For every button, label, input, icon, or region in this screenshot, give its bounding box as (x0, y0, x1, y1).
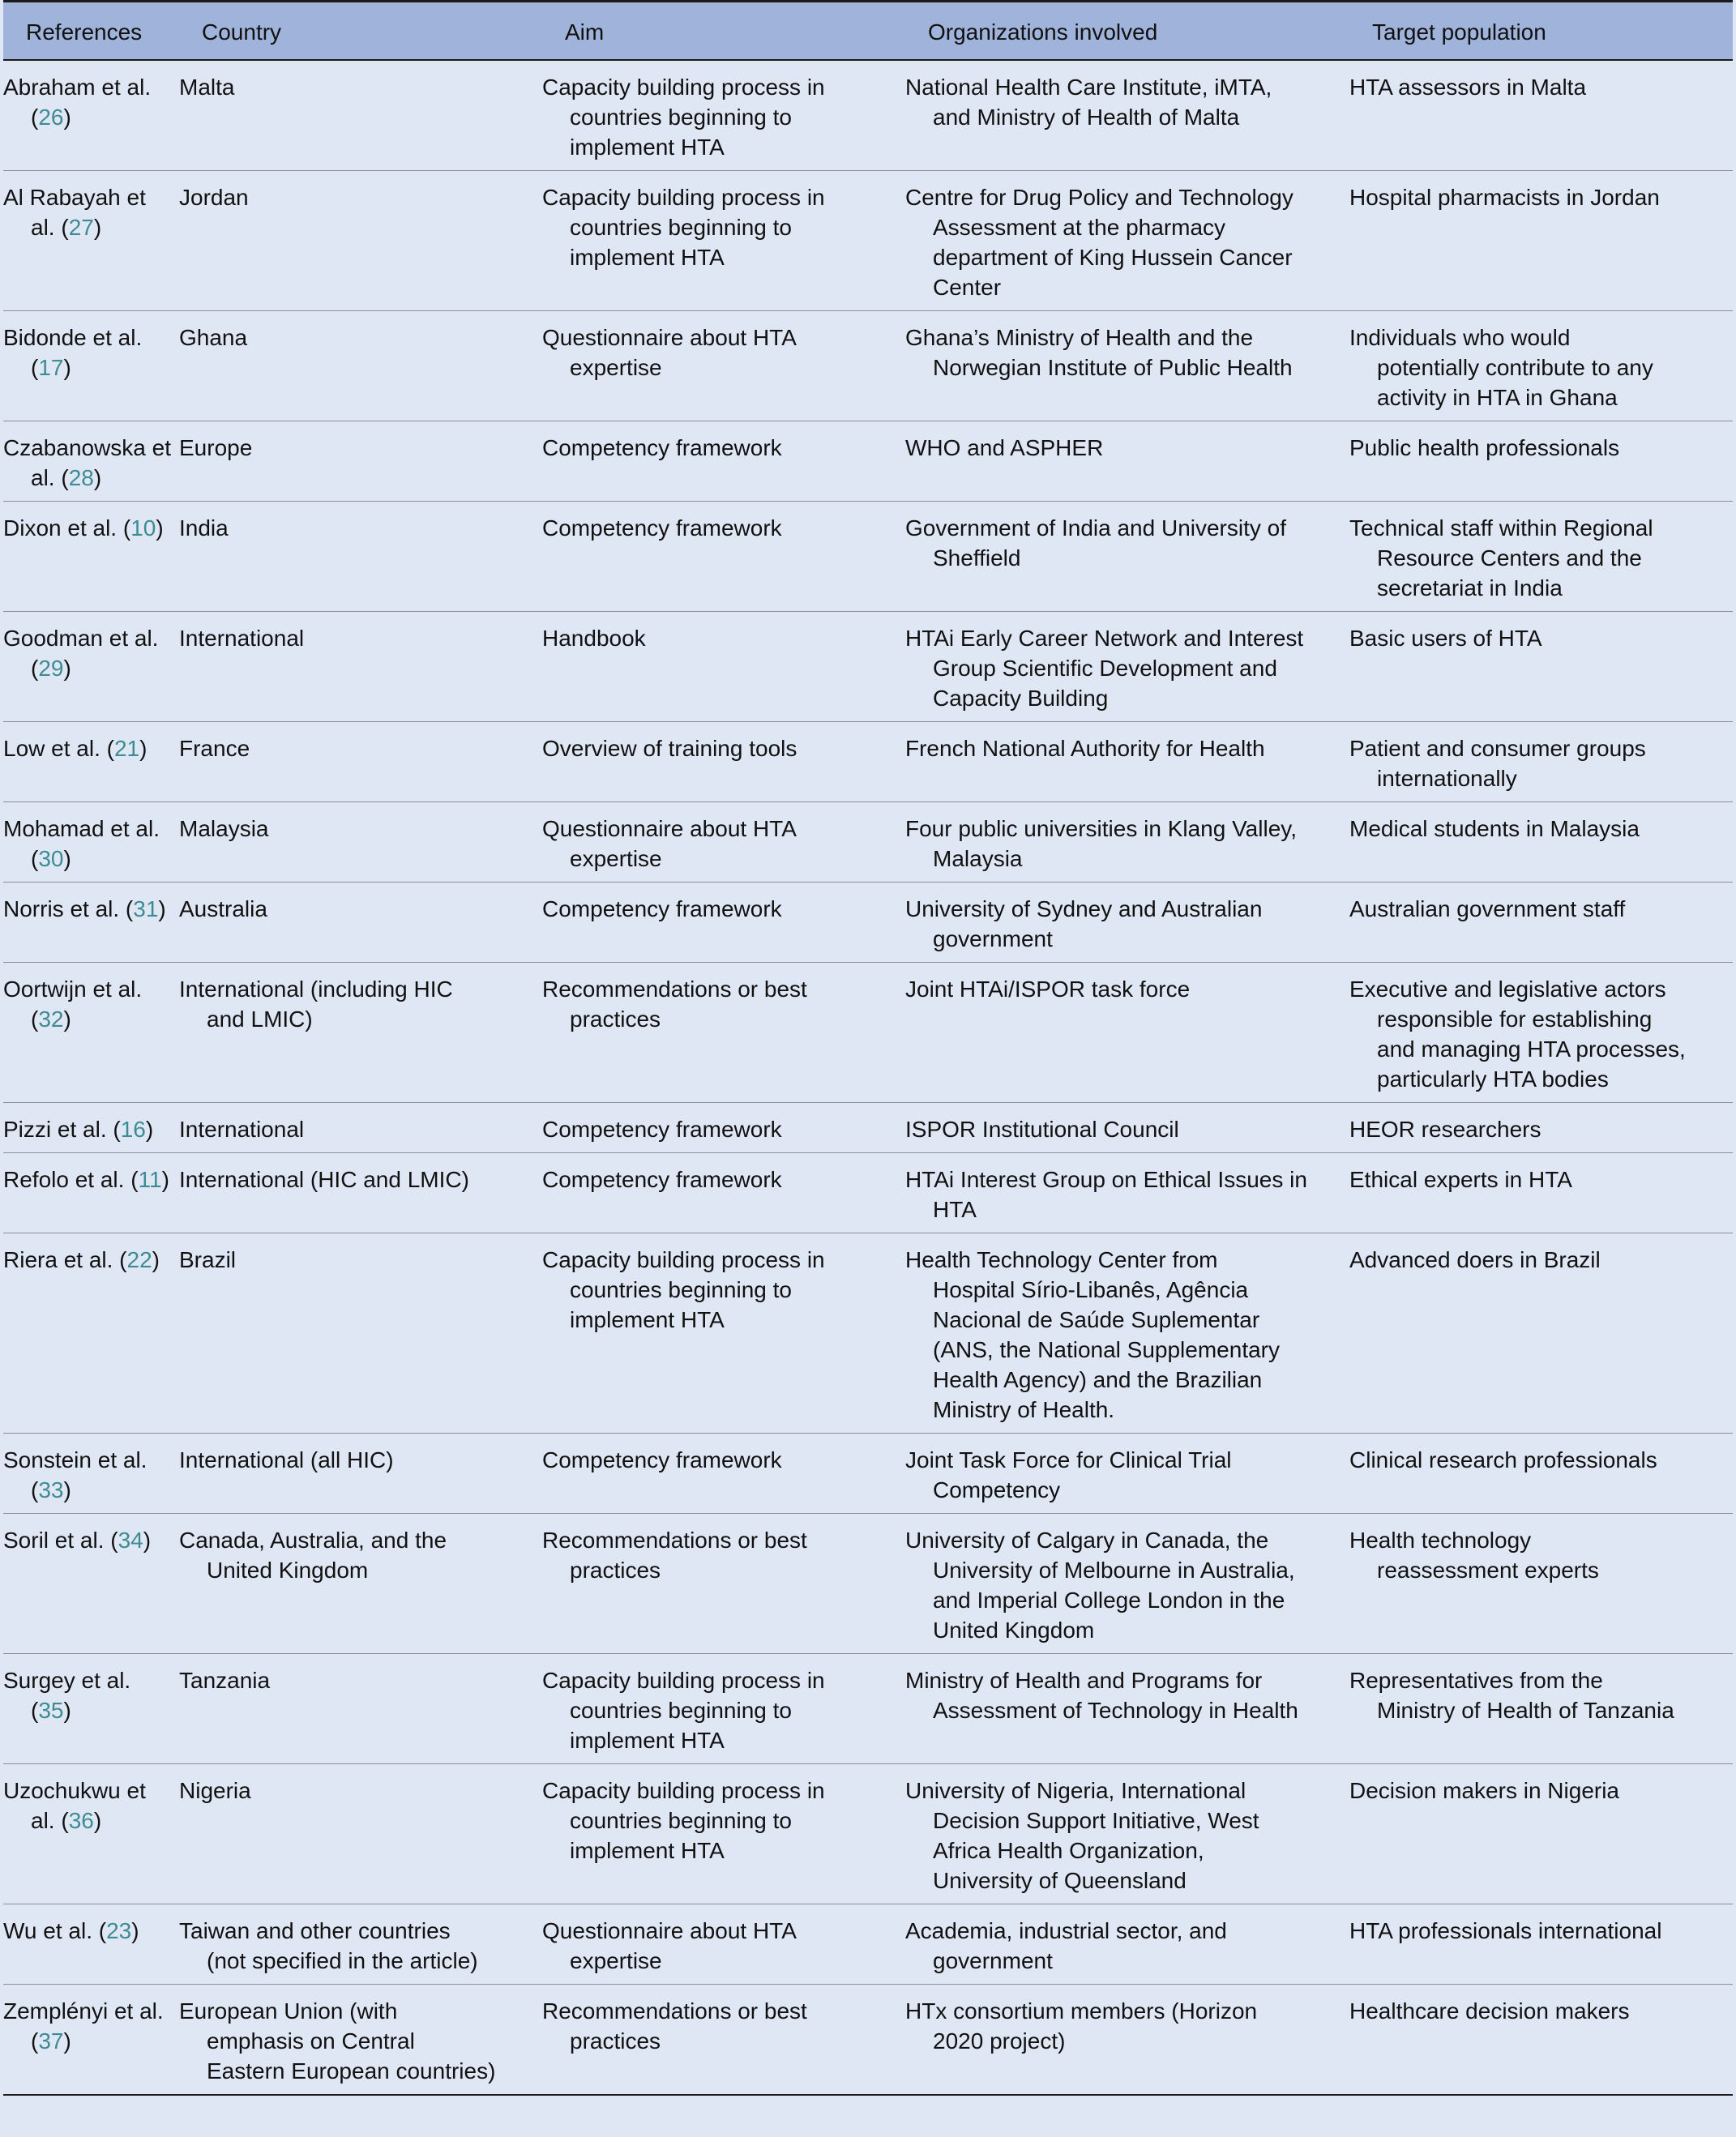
reference-author: Bidonde et al. (3, 325, 143, 350)
table-row (3, 60, 1733, 171)
citation-link[interactable]: 26 (38, 105, 64, 130)
reference-author: Wu et al. (3, 1918, 92, 1943)
cell-target-population: Healthcare decision makers (1349, 1985, 1733, 2096)
cell-country: International (all HIC) (179, 1434, 542, 1514)
cell-target-population: Ethical experts in HTA (1349, 1153, 1733, 1233)
citation-link[interactable]: 21 (113, 736, 140, 761)
cell-country: Tanzania (179, 1654, 542, 1764)
citation-link[interactable]: 17 (38, 355, 64, 380)
references-table (3, 0, 1733, 2096)
table-row (3, 1103, 1733, 1153)
cell-aim: Handbook (542, 612, 905, 722)
reference-author: Riera et al. (3, 1247, 113, 1272)
cell-organizations: HTx consortium members (Horizon 2020 project) (905, 1985, 1349, 2096)
header-organizations: Organizations involved (905, 2, 1349, 61)
reference-author: Dixon et al. (3, 515, 118, 541)
cell-organizations: Centre for Drug Policy and Technology Assessment at the pharmacy department of King Hussein Cancer Center (905, 171, 1349, 311)
cell-organizations: University of Calgary in Canada, the University of Melbourne in Australia, and Imperial College London in the United Kingdom (905, 1514, 1349, 1654)
cell-reference: Surgey et al. (35) (3, 1654, 179, 1764)
cell-reference: Uzochukwu et al. (36) (3, 1764, 179, 1904)
reference-author: Soril et al. (3, 1528, 105, 1553)
cell-target-population: Health technology reassessment experts (1349, 1514, 1733, 1654)
reference-author: Al Rabayah et al. (3, 185, 146, 240)
cell-organizations: Joint Task Force for Clinical Trial Competency (905, 1434, 1349, 1514)
header-references: References (3, 2, 179, 61)
cell-target-population: Technical staff within Regional Resource Centers and the secretariat in India (1349, 502, 1733, 612)
cell-organizations: ISPOR Institutional Council (905, 1103, 1349, 1153)
cell-organizations: University of Sydney and Australian government (905, 883, 1349, 963)
cell-target-population: Patient and consumer groups internationally (1349, 722, 1733, 802)
cell-target-population: Medical students in Malaysia (1349, 802, 1733, 883)
cell-country: Nigeria (179, 1764, 542, 1904)
cell-aim: Questionnaire about HTA expertise (542, 802, 905, 883)
cell-target-population: HTA professionals international (1349, 1904, 1733, 1985)
cell-country: Malta (179, 60, 542, 171)
reference-author: Refolo et al. (3, 1167, 125, 1192)
table-row (3, 1153, 1733, 1233)
table-row (3, 311, 1733, 421)
cell-target-population: Executive and legislative actors responsible for establishing and managing HTA processes, particularly HTA bodies (1349, 963, 1733, 1103)
cell-aim: Competency framework (542, 1103, 905, 1153)
cell-organizations: Ministry of Health and Programs for Assessment of Technology in Health (905, 1654, 1349, 1764)
cell-aim: Recommendations or best practices (542, 963, 905, 1103)
cell-organizations: HTAi Early Career Network and Interest Group Scientific Development and Capacity Building (905, 612, 1349, 722)
cell-country: France (179, 722, 542, 802)
cell-organizations: Joint HTAi/ISPOR task force (905, 963, 1349, 1103)
cell-organizations: Academia, industrial sector, and government (905, 1904, 1349, 1985)
reference-author: Mohamad et al. (3, 816, 160, 841)
cell-country: Malaysia (179, 802, 542, 883)
cell-target-population: Public health professionals (1349, 421, 1733, 502)
cell-aim: Questionnaire about HTA expertise (542, 1904, 905, 1985)
table-row (3, 802, 1733, 883)
reference-author: Oortwijn et al. (3, 977, 143, 1002)
cell-country: Brazil (179, 1233, 542, 1434)
cell-target-population: Decision makers in Nigeria (1349, 1764, 1733, 1904)
table-row (3, 963, 1733, 1103)
cell-country: International (including HIC and LMIC) (179, 963, 542, 1103)
citation-link[interactable]: 33 (38, 1477, 64, 1502)
cell-target-population: HTA assessors in Malta (1349, 60, 1733, 171)
table-row (3, 1764, 1733, 1904)
table-body (3, 60, 1733, 2095)
citation-link[interactable]: 34 (118, 1528, 143, 1553)
citation-link[interactable]: 16 (120, 1117, 146, 1142)
citation-link[interactable]: 31 (133, 896, 159, 921)
cell-organizations: Government of India and University of Sheffield (905, 502, 1349, 612)
table-row (3, 1233, 1733, 1434)
cell-target-population: Hospital pharmacists in Jordan (1349, 171, 1733, 311)
table-header (3, 2, 1733, 61)
citation-link[interactable]: 27 (68, 215, 94, 240)
cell-country: Ghana (179, 311, 542, 421)
cell-reference: Sonstein et al. (33) (3, 1434, 179, 1514)
citation-link[interactable]: 28 (68, 465, 94, 490)
cell-organizations: Health Technology Center from Hospital Sírio-Libanês, Agência Nacional de Saúde Suplementar (ANS, the National Supplementary Health Agency) and the Brazilian Ministry of Health. (905, 1233, 1349, 1434)
cell-reference: Wu et al. (23) (3, 1904, 179, 1985)
cell-aim: Competency framework (542, 1153, 905, 1233)
cell-target-population: HEOR researchers (1349, 1103, 1733, 1153)
cell-aim: Recommendations or best practices (542, 1985, 905, 2096)
header-country: Country (179, 2, 542, 61)
cell-reference: Mohamad et al. (30) (3, 802, 179, 883)
reference-author: Sonstein et al. (3, 1447, 148, 1472)
reference-author: Low et al. (3, 736, 100, 761)
table-row (3, 883, 1733, 963)
cell-organizations: French National Authority for Health (905, 722, 1349, 802)
table-row (3, 421, 1733, 502)
table-row (3, 502, 1733, 612)
table-row (3, 1434, 1733, 1514)
cell-organizations: Four public universities in Klang Valley, Malaysia (905, 802, 1349, 883)
cell-target-population: Basic users of HTA (1349, 612, 1733, 722)
cell-target-population: Representatives from the Ministry of Health of Tanzania (1349, 1654, 1733, 1764)
cell-country: India (179, 502, 542, 612)
citation-link[interactable]: 23 (106, 1918, 132, 1943)
cell-aim: Capacity building process in countries beginning to implement HTA (542, 171, 905, 311)
cell-reference: Al Rabayah et al. (27) (3, 171, 179, 311)
cell-organizations: WHO and ASPHER (905, 421, 1349, 502)
cell-reference: Abraham et al. (26) (3, 60, 179, 171)
citation-link[interactable]: 29 (38, 656, 64, 681)
cell-target-population: Clinical research professionals (1349, 1434, 1733, 1514)
cell-country: Jordan (179, 171, 542, 311)
cell-aim: Competency framework (542, 883, 905, 963)
reference-author: Uzochukwu et al. (3, 1778, 146, 1833)
header-target-population: Target population (1349, 2, 1733, 61)
reference-author: Zemplényi et al. (3, 1998, 164, 2024)
table-row (3, 1654, 1733, 1764)
cell-reference: Zemplényi et al. (37) (3, 1985, 179, 2096)
cell-country: Taiwan and other countries (not specified in the article) (179, 1904, 542, 1985)
cell-country: International (HIC and LMIC) (179, 1153, 542, 1233)
cell-country: European Union (with emphasis on Central Eastern European countries) (179, 1985, 542, 2096)
citation-link[interactable]: 30 (38, 846, 64, 871)
reference-author: Abraham et al. (3, 75, 152, 100)
reference-author: Pizzi et al. (3, 1117, 107, 1142)
cell-target-population: Advanced doers in Brazil (1349, 1233, 1733, 1434)
cell-reference: Refolo et al. (11) (3, 1153, 179, 1233)
table-row (3, 1514, 1733, 1654)
citation-link[interactable]: 32 (38, 1007, 64, 1032)
cell-organizations: HTAi Interest Group on Ethical Issues in HTA (905, 1153, 1349, 1233)
reference-author: Surgey et al. (3, 1668, 131, 1693)
cell-aim: Competency framework (542, 502, 905, 612)
table-row (3, 1985, 1733, 2096)
citation-link[interactable]: 37 (38, 2028, 64, 2054)
cell-country: Australia (179, 883, 542, 963)
reference-author: Norris et al. (3, 896, 120, 921)
cell-reference: Riera et al. (22) (3, 1233, 179, 1434)
cell-country: Canada, Australia, and the United Kingdom (179, 1514, 542, 1654)
cell-reference: Dixon et al. (10) (3, 502, 179, 612)
cell-reference: Soril et al. (34) (3, 1514, 179, 1654)
table-row (3, 722, 1733, 802)
cell-aim: Competency framework (542, 1434, 905, 1514)
reference-author: Goodman et al. (3, 626, 159, 651)
cell-country: International (179, 612, 542, 722)
citation-link[interactable]: 35 (38, 1698, 64, 1723)
cell-organizations: Ghana’s Ministry of Health and the Norwegian Institute of Public Health (905, 311, 1349, 421)
cell-target-population: Individuals who would potentially contribute to any activity in HTA in Ghana (1349, 311, 1733, 421)
cell-country: Europe (179, 421, 542, 502)
citation-link[interactable]: 36 (68, 1808, 94, 1833)
cell-aim: Capacity building process in countries beginning to implement HTA (542, 60, 905, 171)
cell-target-population: Australian government staff (1349, 883, 1733, 963)
cell-reference: Bidonde et al. (17) (3, 311, 179, 421)
table-row (3, 612, 1733, 722)
cell-aim: Recommendations or best practices (542, 1514, 905, 1654)
cell-aim: Capacity building process in countries beginning to implement HTA (542, 1764, 905, 1904)
cell-aim: Competency framework (542, 421, 905, 502)
table-row (3, 1904, 1733, 1985)
cell-reference: Czabanowska et al. (28) (3, 421, 179, 502)
cell-country: International (179, 1103, 542, 1153)
citation-link[interactable]: 11 (138, 1167, 162, 1192)
cell-reference: Low et al. (21) (3, 722, 179, 802)
citation-link[interactable]: 22 (126, 1247, 152, 1272)
cell-aim: Capacity building process in countries beginning to implement HTA (542, 1233, 905, 1434)
header-aim: Aim (542, 2, 905, 61)
cell-reference: Norris et al. (31) (3, 883, 179, 963)
cell-aim: Questionnaire about HTA expertise (542, 311, 905, 421)
cell-aim: Overview of training tools (542, 722, 905, 802)
header-row (3, 2, 1733, 61)
cell-aim: Capacity building process in countries beginning to implement HTA (542, 1654, 905, 1764)
table-row (3, 171, 1733, 311)
reference-author: Czabanowska et al. (3, 435, 172, 490)
cell-organizations: University of Nigeria, International Decision Support Initiative, West Africa Health Organization, University of Queensland (905, 1764, 1349, 1904)
cell-organizations: National Health Care Institute, iMTA, and Ministry of Health of Malta (905, 60, 1349, 171)
cell-reference: Pizzi et al. (16) (3, 1103, 179, 1153)
cell-reference: Goodman et al. (29) (3, 612, 179, 722)
citation-link[interactable]: 10 (130, 515, 156, 541)
cell-reference: Oortwijn et al. (32) (3, 963, 179, 1103)
